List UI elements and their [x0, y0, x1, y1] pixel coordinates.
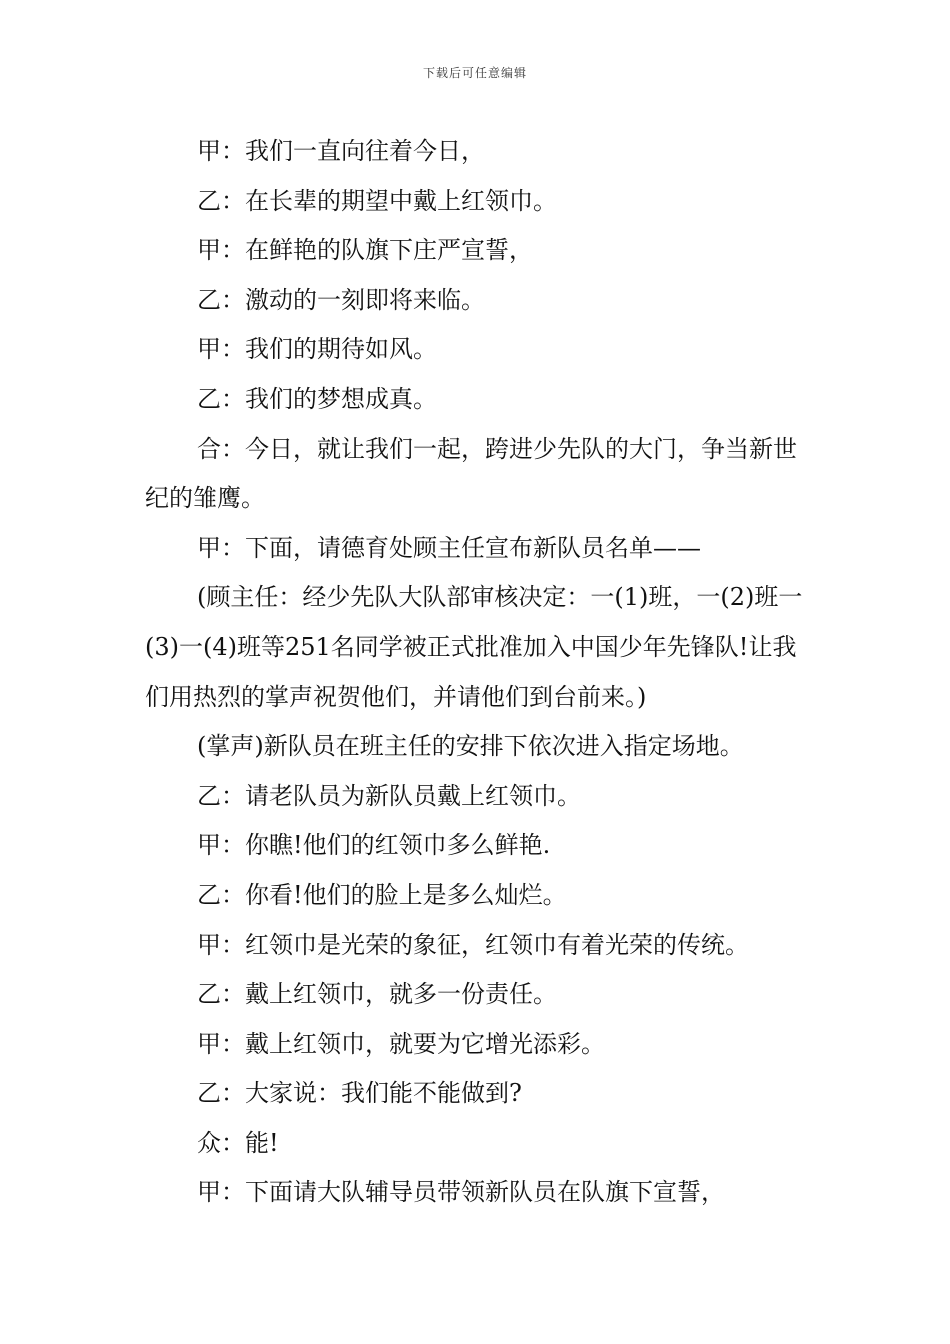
- paragraph: (顾主任：经少先队大队部审核决定：一(1)班，一(2)班一(3)一(4)班等251名同学被正式批准加入中国少年先锋队!让我们用热烈的掌声祝贺他们，并请他们到台前来。): [145, 583, 803, 711]
- paragraph: 甲：在鲜艳的队旗下庄严宣誓，: [197, 236, 533, 265]
- document-body: [145, 127, 810, 1218]
- paragraph: 乙：激动的一刻即将来临。: [197, 285, 485, 314]
- paragraph: 甲：红领巾是光荣的象征，红领巾有着光荣的传统。: [197, 930, 749, 959]
- paragraph: 甲：你瞧!他们的红领巾多么鲜艳.: [197, 831, 551, 860]
- paragraph: 合：今日，就让我们一起，跨进少先队的大门，争当新世纪的雏鹰。: [145, 434, 797, 513]
- paragraph: 乙：戴上红领巾，就多一份责任。: [197, 980, 557, 1009]
- paragraph: 乙：我们的梦想成真。: [197, 384, 437, 413]
- paragraph: 众：能!: [197, 1128, 279, 1157]
- paragraph: 乙：大家说：我们能不能做到?: [197, 1079, 522, 1108]
- paragraph: 甲：下面，请德育处顾主任宣布新队员名单——: [197, 533, 701, 562]
- paragraph: (掌声)新队员在班主任的安排下依次进入指定场地。: [197, 732, 744, 761]
- paragraph: 甲：戴上红领巾，就要为它增光添彩。: [197, 1029, 605, 1058]
- page-header: 下载后可任意编辑: [422, 66, 527, 80]
- paragraph: 乙：在长辈的期望中戴上红领巾。: [197, 186, 557, 215]
- paragraph: 乙：你看!他们的脸上是多么灿烂。: [197, 880, 567, 909]
- paragraph: 甲：我们一直向往着今日，: [197, 137, 485, 165]
- paragraph: 乙：请老队员为新队员戴上红领巾。: [197, 781, 581, 810]
- paragraph: 甲：下面请大队辅导员带领新队员在队旗下宣誓，: [197, 1178, 725, 1207]
- paragraph: 甲：我们的期待如风。: [197, 335, 437, 364]
